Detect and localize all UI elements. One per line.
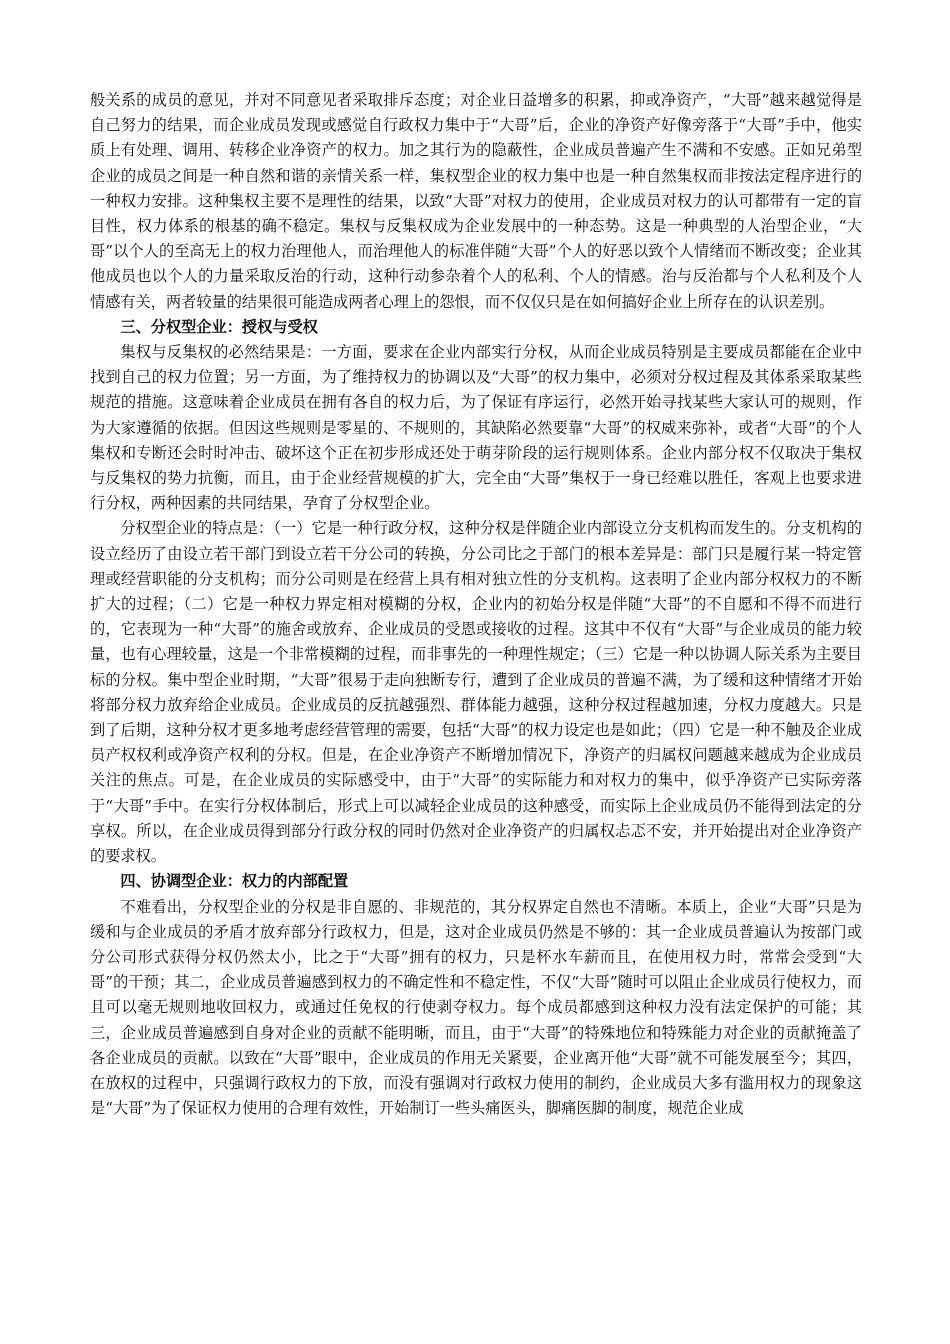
document-page xyxy=(90,88,862,1121)
section-heading-4: 四、协调型企业：权力的内部配置 xyxy=(120,872,349,891)
body-paragraph-4: 不难看出，分权型企业的分权是非自愿的、非规范的，其分权界定自然也不清晰。本质上，企业“大哥”只是为缓和与企业成员的矛盾才放弃部分行政权力，但是，这对企业成员仍然是不够的：其一企业成员普遍认为按部门或分公司形式获得分权仍然太小，比之于“大哥”拥有的权力，只是杯水车薪而且，在使用权力时，常常会受到“大哥”的干预；其二，企业成员普遍感到权力的不确定性和不稳定性，不仅“大哥”随时可以阻止企业成员行使权力，而且可以毫无规则地收回权力，或通过任免权的行使剥夺权力。每个成员都感到这种权力没有法定保护的可能；其三，企业成员普遍感到自身对企业的贡献不能明晰，而且，由于“大哥”的特殊地位和特殊能力对企业的贡献掩盖了各企业成员的贡献。以致在“大哥”眼中，企业成员的作用无关紧要，企业离开他“大哥”就不可能发展至今；其四，在放权的过程中，只强调行政权力的下放，而没有强调对行政权力使用的制约，企业成员大多有滥用权力的现象这是“大哥”为了保证权力使用的合理有效性，开始制订一些头痛医头，脚痛医脚的制度，规范企业成 xyxy=(90,897,862,1118)
body-paragraph-1: 般关系的成员的意见，并对不同意见者采取排斥态度；对企业日益增多的积累，抑或净资产，“大哥”越来越觉得是自己努力的结果，而企业成员发现或感觉自行政权力集中于“大哥”后，企业的净资产好像旁落于“大哥”手中，他实质上有处理、调用、转移企业净资产的权力。加之其行为的隐蔽性，企业成员普遍产生不满和不安感。正如兄弟型企业的成员之间是一种自然和谐的亲情关系一样，集权型企业的权力集中也是一种自然集权而非按法定程序进行的一种权力安排。这种集权主要不是理性的结果，以致“大哥”对权力的使用，企业成员对权力的认可都带有一定的盲目性，权力体系的根基的确不稳定。集权与反集权成为企业发展中的一种态势。这是一种典型的人治型企业，“大哥”以个人的至高无上的权力治理他人，而治理他人的标准伴随“大哥”个人的好恶以致个人情绪而不断改变；企业其他成员也以个人的力量采取反治的行动，这种行动参杂着个人的私利、个人的情感。治与反治都与个人私利及个人情感有关，两者较量的结果很可能造成两者心理上的怨恨，而不仅仅只是在如何搞好企业上所存在的认识差别。 xyxy=(90,91,862,311)
section-heading-3: 三、分权型企业：授权与受权 xyxy=(120,317,318,336)
body-paragraph-3: 分权型企业的特点是：（一）它是一种行政分权，这种分权是伴随企业内部设立分支机构而发生的。分支机构的设立经历了由设立若干部门到设立若干分公司的转换，分公司比之于部门的根本差异是：部门只是履行某一特定管理或经营职能的分支机构；而分公司则是在经营上具有相对独立性的分支机构。这表明了企业内部分权权力的不断扩大的过程；（二）它是一种权力界定相对模糊的分权，企业内的初始分权是伴随“大哥”的不自愿和不得不而进行的，它表现为一种“大哥”的施舍或放弃、企业成员的受恩或接收的过程。这其中不仅有“大哥”与企业成员的能力较量，也有心理较量，这是一个非常模糊的过程，而非事先的一种理性规定；（三）它是一种以协调人际关系为主要目标的分权。集中型企业时期，“大哥”很易于走向独断专行，遭到了企业成员的普遍不满，为了缓和这种情绪才开始将部分权力放弃给企业成员。企业成员的反抗越强烈、群体能力越强，这种分权过程越加速，分权力度越大。只是到了后期，这种分权才更多地考虑经营管理的需要，包括“大哥”的权力设定也是如此；（四）它是一种不触及企业成员产权权利或净资产权利的分权。但是，在企业净资产不断增加情况下，净资产的归属权问题越来越成为企业成员关注的焦点。可是，在企业成员的实际感受中，由于“大哥”的实际能力和对权力的集中，似乎净资产已实际旁落于“大哥”手中。在实行分权体制后，形式上可以减轻企业成员的这种感受，而实际上企业成员仍不能得到法定的分享权。所以，在企业成员得到部分行政分权的同时仍然对企业净资产的归属权忐忑不安，并开始提出对企业净资产的要求权。 xyxy=(90,519,862,866)
body-paragraph-2: 集权与反集权的必然结果是：一方面，要求在企业内部实行分权，从而企业成员特别是主要成员都能在企业中找到自己的权力位置；另一方面，为了维持权力的协调以及“大哥”的权力集中，必须对分权过程及其体系采取某些规范的措施。这意味着企业成员在拥有各自的权力后，为了保证有序运行，必然开始寻找某些大家认可的规则，作为大家遵循的依据。但因这些规则是零星的、不规则的，其缺陷必然要靠“大哥”的权威来弥补，或者“大哥”的个人集权和专断还会时时冲击、破坏这个正在初步形成还处于萌芽阶段的运行规则体系。企业内部分权不仅取决于集权与反集权的势力抗衡，而且，由于企业经营规模的扩大，完全由“大哥”集权于一身已经难以胜任，客观上也要求进行分权，两种因素的共同结果，孕育了分权型企业。 xyxy=(90,343,862,513)
